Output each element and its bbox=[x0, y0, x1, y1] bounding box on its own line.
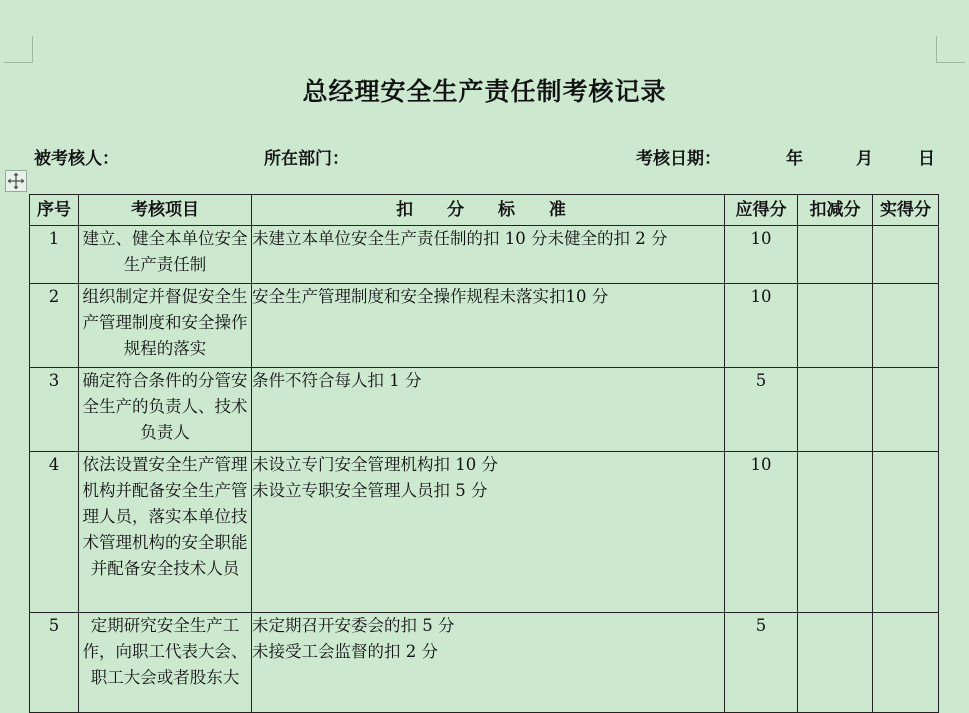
row-item: 建立、健全本单位安全生产责任制 bbox=[79, 226, 252, 284]
row-due-score: 10 bbox=[725, 284, 798, 368]
standard-line: 安全生产管理制度和安全操作规程未落实扣10 分 bbox=[252, 287, 609, 306]
row-actual-score[interactable] bbox=[873, 452, 939, 613]
row-standard bbox=[252, 452, 725, 613]
year-label: 年 bbox=[786, 149, 803, 169]
header-deduct: 扣减分 bbox=[798, 195, 873, 226]
row-deduct-score[interactable] bbox=[798, 284, 873, 368]
page-corner-mark-top-right bbox=[936, 36, 965, 63]
row-item: 定期研究安全生产工作，向职工代表大会、职工大会或者股东大 bbox=[79, 613, 252, 713]
header-no: 序号 bbox=[30, 195, 79, 226]
row-due-score: 10 bbox=[725, 226, 798, 284]
row-no: 4 bbox=[30, 452, 79, 613]
standard-line: 未接受工会监督的扣 2 分 bbox=[252, 642, 438, 661]
header-item: 考核项目 bbox=[79, 195, 252, 226]
row-deduct-score[interactable] bbox=[798, 452, 873, 613]
row-no: 2 bbox=[30, 284, 79, 368]
month-label: 月 bbox=[856, 149, 873, 169]
table-row bbox=[30, 284, 939, 368]
page-corner-mark-top-left bbox=[4, 36, 33, 63]
document-title: 总经理安全生产责任制考核记录 bbox=[302, 77, 667, 106]
row-no: 3 bbox=[30, 368, 79, 452]
table-header-row bbox=[30, 195, 939, 226]
standard-line: 未建立本单位安全生产责任制的扣 10 分未健全的扣 2 分 bbox=[252, 229, 668, 248]
row-item: 依法设置安全生产管理机构并配备安全生产管理人员，落实本单位技术管理机构的安全职能并配备安全技术人员 bbox=[79, 452, 252, 613]
table-row bbox=[30, 452, 939, 613]
table-row bbox=[30, 368, 939, 452]
row-item: 确定符合条件的分管安全生产的负责人、技术负责人 bbox=[79, 368, 252, 452]
date-label: 考核日期： bbox=[636, 149, 721, 169]
standard-line: 未设立专门安全管理机构扣 10 分 bbox=[252, 455, 498, 474]
row-deduct-score[interactable] bbox=[798, 368, 873, 452]
day-label: 日 bbox=[918, 149, 935, 169]
standard-line: 未定期召开安委会的扣 5 分 bbox=[252, 616, 455, 635]
row-no: 5 bbox=[30, 613, 79, 713]
department-label: 所在部门： bbox=[264, 149, 349, 169]
row-no: 1 bbox=[30, 226, 79, 284]
header-due: 应得分 bbox=[725, 195, 798, 226]
row-standard bbox=[252, 368, 725, 452]
row-deduct-score[interactable] bbox=[798, 613, 873, 713]
row-actual-score[interactable] bbox=[873, 226, 939, 284]
table-row bbox=[30, 226, 939, 284]
row-actual-score[interactable] bbox=[873, 368, 939, 452]
row-standard bbox=[252, 613, 725, 713]
header-actual: 实得分 bbox=[873, 195, 939, 226]
row-actual-score[interactable] bbox=[873, 284, 939, 368]
row-due-score: 5 bbox=[725, 368, 798, 452]
standard-line: 条件不符合每人扣 1 分 bbox=[252, 371, 422, 390]
row-item: 组织制定并督促安全生产管理制度和安全操作规程的落实 bbox=[79, 284, 252, 368]
row-due-score: 5 bbox=[725, 613, 798, 713]
row-due-score: 10 bbox=[725, 452, 798, 613]
row-standard bbox=[252, 226, 725, 284]
examinee-label: 被考核人： bbox=[34, 149, 119, 169]
meta-row bbox=[0, 144, 969, 168]
row-actual-score[interactable] bbox=[873, 613, 939, 713]
assessment-table bbox=[29, 194, 939, 713]
standard-line: 未设立专职安全管理人员扣 5 分 bbox=[252, 481, 488, 500]
row-deduct-score[interactable] bbox=[798, 226, 873, 284]
table-move-handle-icon[interactable] bbox=[5, 170, 27, 192]
header-standard: 扣 分 标 准 bbox=[252, 195, 725, 226]
row-standard bbox=[252, 284, 725, 368]
table-row bbox=[30, 613, 939, 713]
